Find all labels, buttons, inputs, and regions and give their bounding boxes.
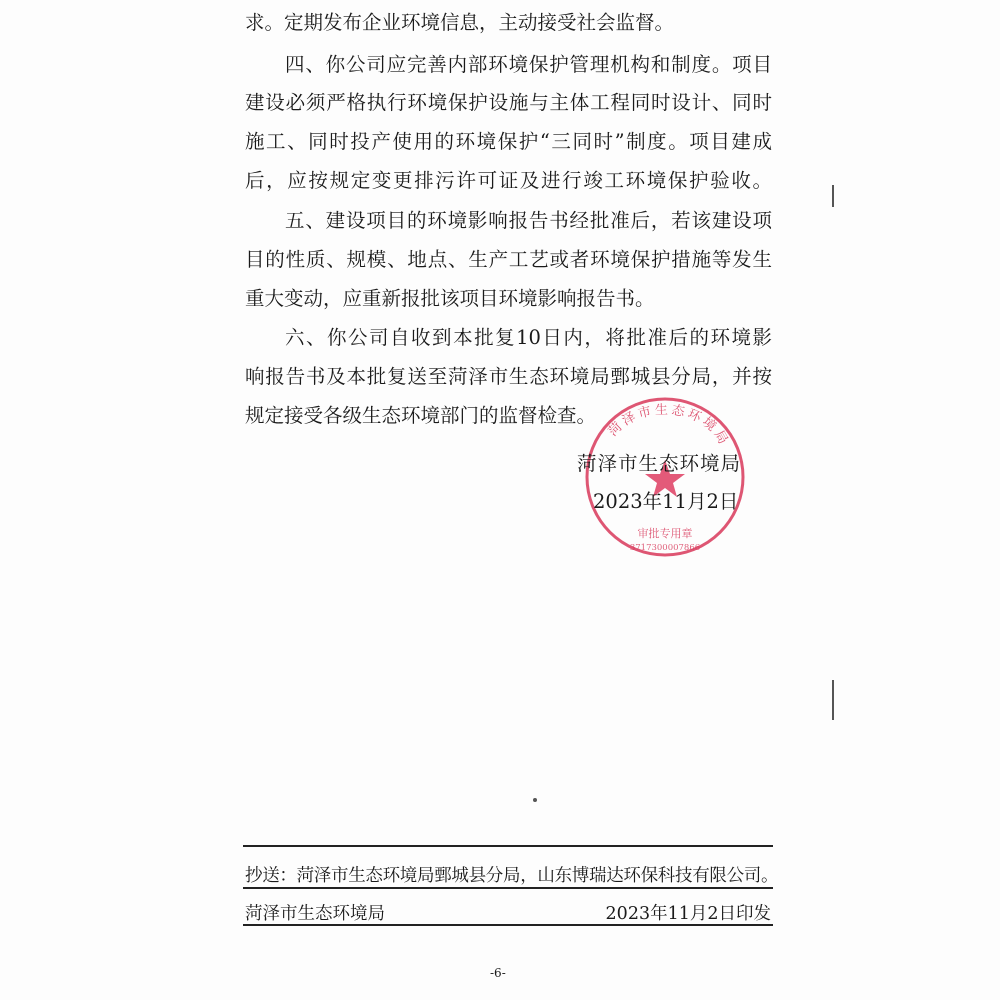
page-number: -6- (490, 966, 506, 980)
body-line: 建设必须严格执行环境保护设施与主体工程同时设计、同时 (245, 91, 772, 114)
footer-top-rule (243, 845, 773, 847)
issuer-line (245, 900, 771, 925)
body-line: 施工、同时投产使用的环境保护“三同时”制度。项目建成 (245, 130, 772, 153)
scan-mark (832, 185, 834, 207)
print-date: 2023年11月2日印发 (605, 904, 771, 924)
official-seal (580, 392, 750, 562)
body-line: 目的性质、规模、地点、生产工艺或者环境保护措施等发生 (245, 248, 772, 271)
scan-dot (533, 798, 537, 802)
body-line: 响报告书及本批复送至菏泽市生态环境局鄄城县分局，并按 (245, 365, 772, 388)
body-line: 规定接受各级生态环境部门的监督检查。 (245, 404, 597, 427)
body-line: 后，应按规定变更排污许可证及进行竣工环境保护验收。 (245, 169, 772, 192)
seal-arc-text: 菏泽市生态环境局 (605, 402, 732, 450)
seal-code: 3717300007866 (629, 543, 701, 553)
body-line: 六、你公司自收到本批复10日内，将批准后的环境影 (285, 326, 772, 349)
issuer: 菏泽市生态环境局 (245, 904, 385, 924)
footer-mid-rule (243, 887, 773, 889)
footer-bottom-rule (243, 924, 773, 926)
body-line: 四、你公司应完善内部环境保护管理机构和制度。项目 (285, 53, 772, 76)
body-line: 求。定期发布企业环境信息，主动接受社会监督。 (245, 11, 675, 34)
cc-line: 抄送：菏泽市生态环境局鄄城县分局，山东博瑞达环保科技有限公司。 (245, 866, 779, 886)
body-line: 重大变动，应重新报批该项目环境影响报告书。 (245, 287, 655, 310)
body-line: 五、建设项目的环境影响报告书经批准后，若该建设项 (285, 209, 772, 232)
seal-purpose: 审批专用章 (637, 527, 693, 540)
scan-mark (832, 680, 834, 720)
signature-org: 菏泽市生态环境局 (577, 452, 742, 475)
signature-date: 2023年11月2日 (593, 490, 739, 513)
